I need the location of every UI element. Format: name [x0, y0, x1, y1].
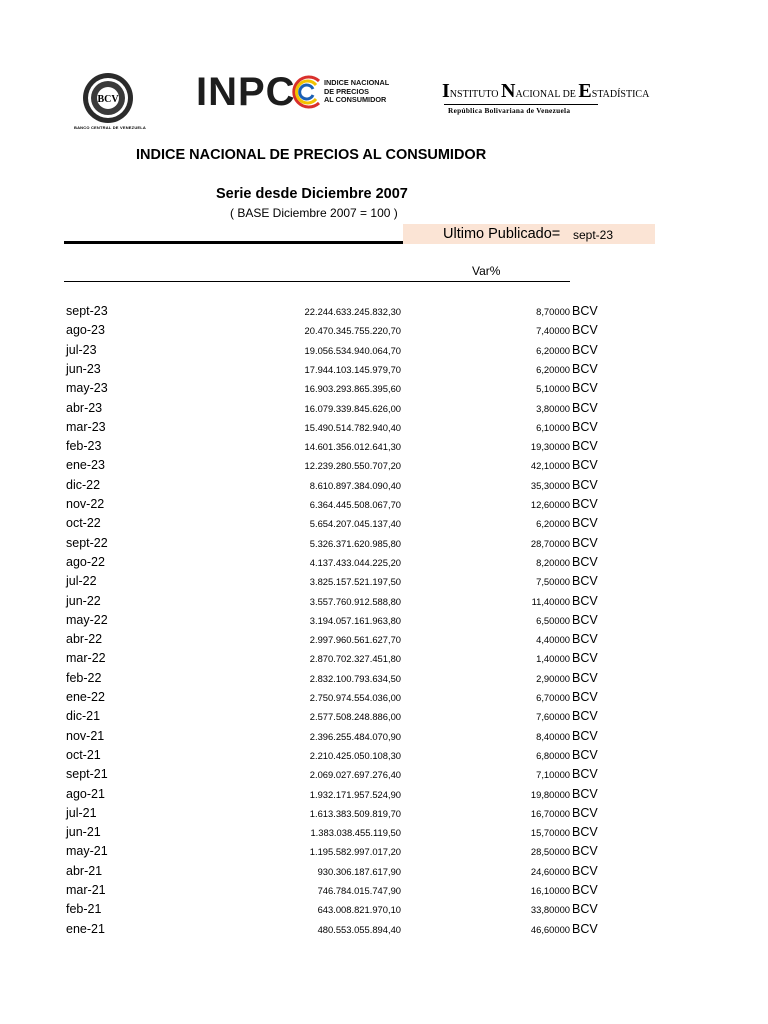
var-percent-cell: 33,80000 [530, 904, 570, 916]
month-cell: sept-21 [66, 767, 108, 782]
base-note: ( BASE Diciembre 2007 = 100 ) [230, 206, 398, 220]
month-cell: mar-22 [66, 651, 106, 666]
index-value-cell: 5.654.207.045.137,40 [309, 518, 401, 530]
var-percent-cell: 6,50000 [536, 614, 570, 626]
table-row [0, 649, 768, 668]
var-percent-cell: 7,60000 [536, 711, 570, 723]
table-row [0, 418, 768, 437]
source-cell: BCV [572, 632, 598, 647]
index-value-cell: 643.008.821.970,10 [317, 904, 401, 916]
ultimo-publicado-value: sept-23 [573, 228, 614, 242]
table-row [0, 399, 768, 418]
var-percent-cell: 16,10000 [530, 885, 570, 896]
var-percent-cell: 6,70000 [536, 692, 570, 703]
month-cell: nov-21 [66, 728, 105, 743]
var-percent-cell: 42,10000 [530, 460, 570, 472]
var-percent-cell: 6,10000 [536, 421, 570, 433]
ine-logo-rule [444, 104, 598, 105]
table-row [0, 379, 768, 398]
index-value-cell: 8.610.897.384.090,40 [309, 479, 401, 491]
index-value-cell: 2.396.255.484.070,90 [309, 730, 401, 742]
index-value-cell: 2.997.960.561.627,70 [309, 634, 401, 646]
source-cell: BCV [572, 342, 598, 357]
var-percent-cell: 19,80000 [530, 788, 570, 800]
ine-logo [442, 68, 650, 118]
table-row [0, 302, 768, 321]
inpc-logo-subtitle [324, 79, 414, 105]
index-value-cell: 3.557.760.912.588,80 [309, 595, 401, 607]
source-cell: BCV [572, 921, 598, 936]
var-percent-cell: 8,20000 [536, 556, 570, 568]
month-cell: mar-21 [66, 883, 106, 897]
table-row [0, 437, 768, 456]
source-cell: BCV [572, 535, 598, 550]
index-value-cell: 2.210.425.050.108,30 [309, 749, 401, 761]
month-cell: jun-22 [66, 593, 101, 608]
month-cell: nov-22 [66, 497, 105, 511]
index-value-cell: 15.490.514.782.940,40 [304, 421, 401, 433]
month-cell: feb-23 [66, 439, 102, 454]
index-value-cell: 4.137.433.044.225,20 [309, 556, 401, 568]
source-cell: BCV [572, 805, 598, 820]
month-cell: ago-22 [66, 554, 105, 569]
var-percent-cell: 12,60000 [530, 499, 570, 510]
table-row [0, 920, 768, 939]
month-cell: dic-21 [66, 709, 101, 724]
table-row [0, 707, 768, 726]
var-percent-cell: 8,70000 [536, 306, 570, 317]
ultimo-publicado-box [403, 224, 655, 244]
var-percent-cell: 8,40000 [536, 730, 570, 742]
var-percent-cell: 4,40000 [536, 634, 570, 646]
inpc-subtitle-line: DE PRECIOS [324, 86, 370, 96]
var-percent-cell: 7,10000 [536, 769, 570, 781]
index-value-cell: 746.784.015.747,90 [317, 885, 401, 896]
table-row [0, 630, 768, 649]
index-value-cell: 1.383.038.455.119,50 [310, 827, 401, 839]
table-row [0, 360, 768, 379]
month-cell: feb-22 [66, 670, 102, 685]
month-cell: ene-23 [66, 458, 105, 473]
index-value-cell: 1.932.171.957.524,90 [309, 788, 401, 800]
source-cell: BCV [572, 400, 598, 415]
table-row [0, 688, 768, 707]
month-cell: jul-22 [66, 574, 97, 589]
table-row [0, 495, 768, 514]
source-cell: BCV [572, 825, 598, 840]
index-value-cell: 2.069.027.697.276,40 [309, 769, 401, 781]
table-row [0, 553, 768, 572]
source-cell: BCV [572, 612, 598, 627]
month-cell: may-21 [66, 844, 108, 859]
source-cell: BCV [572, 381, 598, 396]
index-value-cell: 14.601.356.012.641,30 [304, 441, 401, 453]
index-value-cell: 480.553.055.894,40 [317, 923, 401, 935]
inpc-swoosh-icon [289, 75, 323, 109]
source-cell: BCV [572, 902, 598, 917]
table-row [0, 804, 768, 823]
table-header-divider [64, 281, 570, 282]
table-row [0, 669, 768, 688]
index-value-cell: 2.750.974.554.036,00 [309, 692, 401, 703]
month-cell: mar-23 [66, 419, 106, 434]
source-cell: BCV [572, 497, 598, 511]
month-cell: jul-21 [66, 805, 97, 820]
table-row [0, 785, 768, 804]
var-percent-cell: 2,90000 [536, 672, 570, 684]
header-divider [64, 241, 403, 244]
index-value-cell: 2.832.100.793.634,50 [309, 672, 401, 684]
table-row [0, 321, 768, 340]
table-row [0, 611, 768, 630]
var-percent-cell: 7,40000 [536, 325, 570, 337]
table-row [0, 592, 768, 611]
inpc-subtitle-line: INDICE NACIONAL [324, 78, 390, 87]
var-percent-cell: 6,20000 [536, 518, 570, 530]
inpc-logo-letters: INPC [196, 70, 296, 114]
var-percent-cell: 6,20000 [536, 363, 570, 375]
month-cell: ago-23 [66, 323, 105, 338]
month-cell: dic-22 [66, 477, 101, 492]
source-cell: BCV [572, 361, 598, 376]
index-value-cell: 17.944.103.145.979,70 [304, 363, 401, 375]
table-row [0, 476, 768, 495]
month-cell: abr-22 [66, 632, 103, 647]
var-percent-cell: 35,30000 [530, 479, 570, 491]
month-cell: abr-23 [66, 400, 103, 415]
index-value-cell: 16.079.339.845.626,00 [304, 402, 401, 414]
month-cell: abr-21 [66, 863, 103, 878]
month-cell: jun-21 [66, 825, 101, 840]
month-cell: oct-22 [66, 516, 101, 531]
month-cell: sept-22 [66, 535, 108, 550]
source-cell: BCV [572, 690, 598, 704]
source-cell: BCV [572, 844, 598, 859]
var-percent-cell: 28,50000 [530, 846, 570, 858]
var-percent-cell: 6,80000 [536, 749, 570, 761]
index-value-cell: 16.903.293.865.395,60 [304, 383, 401, 395]
month-cell: may-23 [66, 381, 108, 396]
source-cell: BCV [572, 419, 598, 434]
var-percent-cell: 19,30000 [530, 441, 570, 453]
svg-text:BCV: BCV [97, 94, 119, 105]
var-percent-cell: 11,40000 [531, 595, 570, 607]
index-value-cell: 20.470.345.755.220,70 [304, 325, 401, 337]
page-title: INDICE NACIONAL DE PRECIOS AL CONSUMIDOR [136, 147, 487, 163]
table-row [0, 746, 768, 765]
month-cell: ene-22 [66, 690, 105, 704]
index-value-cell: 2.870.702.327.451,80 [309, 653, 401, 665]
table-row [0, 862, 768, 881]
table-row [0, 881, 768, 900]
table-row [0, 900, 768, 919]
table-row [0, 572, 768, 591]
index-value-cell: 5.326.371.620.985,80 [309, 537, 401, 549]
index-value-cell: 2.577.508.248.886,00 [309, 711, 401, 723]
source-cell: BCV [572, 863, 598, 878]
index-value-cell: 6.364.445.508.067,70 [309, 499, 401, 510]
var-percent-cell: 24,60000 [530, 865, 570, 877]
ultimo-publicado-label: Ultimo Publicado= [443, 226, 561, 242]
month-cell: sept-23 [66, 304, 108, 318]
var-column-header: Var% [472, 264, 501, 278]
table-row [0, 534, 768, 553]
var-percent-cell: 1,40000 [536, 653, 570, 665]
index-value-cell: 3.194.057.161.963,80 [309, 614, 401, 626]
table-row [0, 456, 768, 475]
var-percent-cell: 15,70000 [530, 827, 570, 839]
source-cell: BCV [572, 477, 598, 492]
source-cell: BCV [572, 651, 598, 666]
index-value-cell: 930.306.187.617,90 [317, 865, 401, 877]
source-cell: BCV [572, 728, 598, 743]
source-cell: BCV [572, 709, 598, 724]
month-cell: jun-23 [66, 361, 101, 376]
source-cell: BCV [572, 458, 598, 473]
source-cell: BCV [572, 670, 598, 685]
table-row [0, 341, 768, 360]
table-row [0, 727, 768, 746]
source-cell: BCV [572, 323, 598, 338]
source-cell: BCV [572, 554, 598, 569]
month-cell: jul-23 [66, 342, 97, 357]
month-cell: feb-21 [66, 902, 102, 917]
source-cell: BCV [572, 786, 598, 801]
month-cell: oct-21 [66, 747, 101, 762]
month-cell: ene-21 [66, 921, 105, 936]
index-value-cell: 12.239.280.550.707,20 [304, 460, 401, 472]
index-value-cell: 1.195.582.997.017,20 [309, 846, 401, 858]
month-cell: may-22 [66, 612, 108, 627]
month-cell: ago-21 [66, 786, 105, 801]
inpc-logo [196, 72, 406, 112]
source-cell: BCV [572, 883, 598, 897]
bcv-caption: BANCO CENTRAL DE VENEZUELA [73, 125, 147, 130]
source-cell: BCV [572, 439, 598, 454]
index-value-cell: 19.056.534.940.064,70 [304, 344, 401, 356]
index-value-cell: 22.244.633.245.832,30 [304, 306, 401, 317]
inpc-subtitle-line: AL CONSUMIDOR [324, 95, 387, 104]
index-value-cell: 3.825.157.521.197,50 [309, 576, 401, 588]
var-percent-cell: 28,70000 [530, 537, 570, 549]
serie-title: Serie desde Diciembre 2007 [216, 186, 408, 202]
bcv-seal-icon [66, 70, 154, 126]
index-value-cell: 1.613.383.509.819,70 [309, 807, 401, 819]
ine-logo-name: INSTITUTO NACIONAL DE ESTADÍSTICA [442, 80, 650, 102]
var-percent-cell: 16,70000 [530, 807, 570, 819]
var-percent-cell: 3,80000 [536, 402, 570, 414]
source-cell: BCV [572, 593, 598, 608]
source-cell: BCV [572, 574, 598, 589]
var-percent-cell: 7,50000 [536, 576, 570, 588]
table-row [0, 765, 768, 784]
table-row [0, 842, 768, 861]
table-row [0, 823, 768, 842]
table-row [0, 514, 768, 533]
source-cell: BCV [572, 747, 598, 762]
source-cell: BCV [572, 767, 598, 782]
var-percent-cell: 6,20000 [536, 344, 570, 356]
source-cell: BCV [572, 516, 598, 531]
ine-logo-country: República Bolivariana de Venezuela [448, 106, 571, 115]
var-percent-cell: 46,60000 [530, 923, 570, 935]
var-percent-cell: 5,10000 [536, 383, 570, 395]
source-cell: BCV [572, 304, 598, 318]
